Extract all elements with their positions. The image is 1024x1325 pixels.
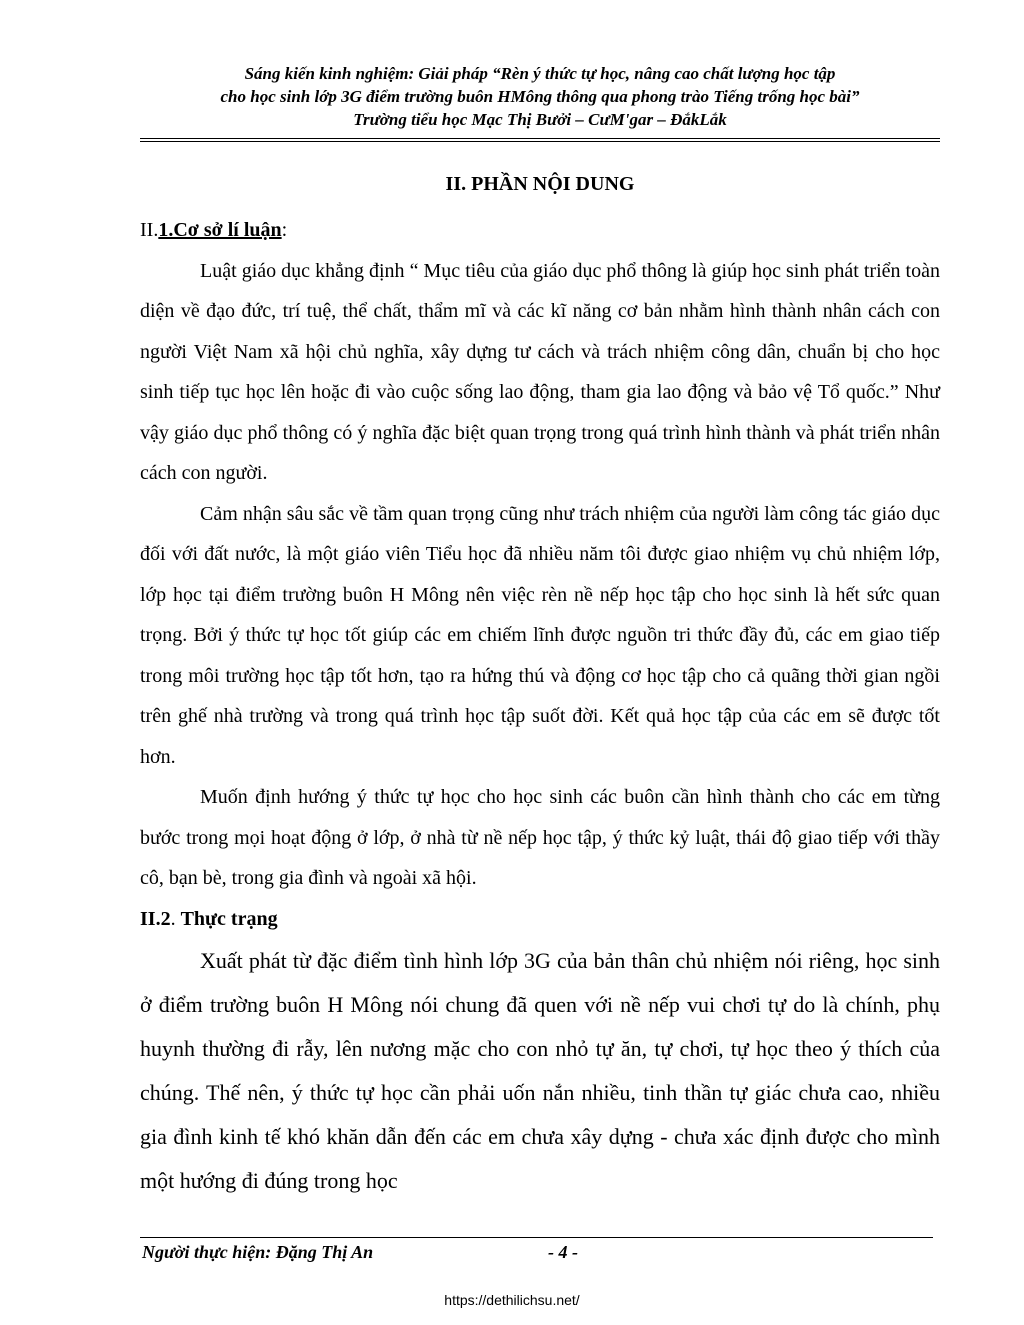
page-number: - 4 - (548, 1242, 578, 1262)
header-line-2: cho học sinh lớp 3G điểm trường buôn HMông thông qua phong trào Tiếng trống học bài” (220, 87, 860, 106)
header-line-3: Trường tiểu học Mạc Thị Bưởi – CưM'gar – ĐắkLắk (353, 110, 727, 129)
document-body (140, 210, 940, 1203)
subsection-2-number: II.2 (140, 907, 171, 930)
subsection-1-suffix: : (281, 219, 288, 241)
subsection-1-prefix: II. (140, 219, 159, 241)
paragraph-3: Muốn định hướng ý thức tự học cho học sinh các buôn cần hình thành cho các em từng bước trong mọi hoạt động ở lớp, ở nhà từ nề nếp học tập, ý thức kỷ luật, thái độ giao tiếp với thầy cô, bạn bè, trong gia đình và ngoài xã hội. (140, 786, 940, 889)
subsection-2-separator: . (170, 907, 181, 930)
paragraph-4: Xuất phát từ đặc điểm tình hình lớp 3G của bản thân chủ nhiệm nói riêng, học sinh ở điểm trường buôn H Mông nói chung đã quen với nề nếp vui chơi tự do là chính, phụ huynh thường đi rẫy, lên nương mặc cho con nhỏ tự ăn, tự chơi, tự học theo ý thích của chúng. Thế nên, ý thức tự học cần phải uốn nắn nhiều, tinh thần tự giác chưa cao, nhiều gia đình kinh tế khó khăn dẫn đến các em chưa xây dựng - chưa xác định được cho mình một hướng đi đúng trong học (140, 948, 940, 1193)
source-url[interactable]: https://dethilichsu.net/ (444, 1292, 580, 1308)
paragraph-1: Luật giáo dục khẳng định “ Mục tiêu của giáo dục phổ thông là giúp học sinh phát triển toàn diện về đạo đức, trí tuệ, thể chất, thẩm mĩ và các kĩ năng cơ bản nhằm hình thành nhân cách con người Việt Nam xã hội chủ nghĩa, xây dựng tư cách và trách nhiệm công dân, chuẩn bị cho học sinh tiếp tục học lên hoặc đi vào cuộc sống lao động, tham gia lao động và bảo vệ Tổ quốc.” Như vậy giáo dục phổ thông có ý nghĩa đặc biệt quan trọng trong quá trình hình thành và phát triển nhân cách con người. (140, 259, 940, 484)
header-divider-top (140, 138, 940, 139)
subsection-1-title: 1.Cơ sở lí luận (158, 219, 282, 241)
subsection-2-title: Thực trạng (180, 907, 278, 930)
header-line-1: Sáng kiến kinh nghiệm: Giải pháp “Rèn ý thức tự học, nâng cao chất lượng học tập (244, 64, 836, 83)
footer-author: Người thực hiện: Đặng Thị An (142, 1242, 374, 1262)
subsection-heading-1 (140, 210, 940, 251)
header-divider-bottom (140, 141, 940, 142)
document-header (140, 62, 940, 131)
subsection-heading-2 (140, 899, 940, 940)
section-title: II. PHẦN NỘI DUNG (445, 173, 635, 195)
paragraph-2: Cảm nhận sâu sắc về tầm quan trọng cũng như trách nhiệm của người làm công tác giáo dục đối với đất nước, là một giáo viên Tiểu học đã nhiều năm tôi được giao nhiệm vụ chủ nhiệm lớp, lớp học tại điểm trường buôn H Mông nên việc rèn nề nếp học tập cho học sinh là hết sức quan trọng. Bởi ý thức tự học tốt giúp các em chiếm lĩnh được nguồn tri thức đầy đủ, các em giao tiếp trong môi trường học tập tốt hơn, tạo ra hứng thú và động cơ học tập cho cả quãng thời gian ngồi trên ghế nhà trường và trong quá trình học tập suốt đời. Kết quả học tập của các em sẽ được tốt hơn. (140, 502, 940, 768)
footer-divider (140, 1237, 933, 1238)
